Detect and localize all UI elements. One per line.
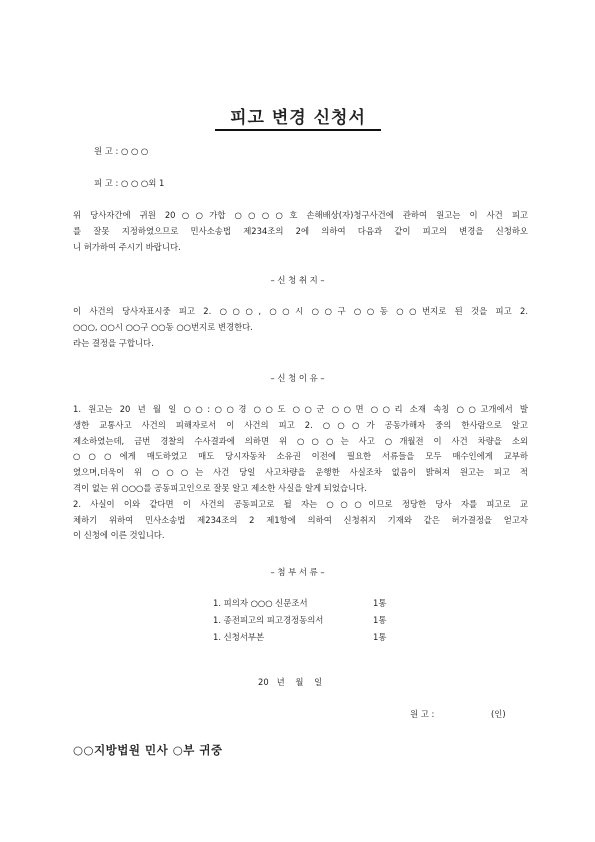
date-line: 20 년 월 일 — [258, 677, 323, 687]
reason-line: 였으며,더욱이 위 ○○○는 사건 당일 사고차량을 운행한 사실조차 없음이 밝혀져 원고는 피고 적 — [73, 467, 528, 478]
attachment-name: 1. 피의자 ○○○ 신문조서 — [213, 598, 308, 608]
purpose-line: 라는 결정을 구합니다. — [73, 337, 154, 348]
reason-line: 제소하였는데, 금번 경찰의 수사결과에 의하면 위 ○○○는 사고 ○개월전 이 사건 차량을 소외 — [73, 435, 528, 446]
purpose-paragraph — [73, 304, 528, 351]
attachment-name: 1. 신청서부본 — [213, 632, 265, 642]
seal-label: (인) — [491, 709, 506, 719]
signature-label: 원 고 : — [410, 709, 435, 719]
attachments-heading: – 첨 부 서 류 – — [270, 567, 325, 577]
reason-line: 격이 없는 위 ○○○를 공동피고인으로 잘못 알고 제소한 사실을 알게 되었습니다. — [73, 482, 367, 493]
intro-paragraph — [73, 208, 528, 255]
reason-heading: – 신 청 이 유 – — [270, 373, 325, 383]
intro-line: 를 잘못 지정하였으므로 민사소송법 제234조의 2에 의하여 다음과 같이 피고의 변경을 신청하오 — [73, 225, 528, 236]
attachment-item — [213, 612, 386, 629]
attachment-item — [213, 595, 386, 612]
attachment-qty: 1통 — [373, 598, 387, 608]
purpose-heading: – 신 청 취 지 – — [270, 275, 325, 285]
attachments-list — [213, 595, 386, 646]
reason-line: 체하기 위하여 민사소송법 제234조의 2 제1항에 의하여 신청취지 기재와 같은 허가결정을 얻고자 — [73, 514, 528, 525]
reason-line: 2. 사실이 이와 같다면 이 사건의 공동피고로 될 자는 ○○○이므로 정당한 당사 자를 피고로 교 — [73, 498, 528, 509]
reason-line: ○○○에게 매도하였고 매도 당시자동차 소유권 이전에 필요한 서류들을 모두 매수인에게 교부하 — [73, 451, 528, 462]
defendant-line: 피 고 : ○ ○ ○외 1 — [94, 178, 165, 188]
attachment-name: 1. 종전피고의 피고경정동의서 — [213, 615, 324, 625]
attachment-item — [213, 629, 386, 646]
reason-line: 이 신청에 이른 것입니다. — [73, 530, 165, 541]
page-title: 피고 변경 신청서 — [215, 103, 381, 131]
reason-line: 1. 원고는 20 년 월 일 ○○:○○경 ○○도 ○○군 ○○면 ○○리 소재 속칭 ○○고개에서 발 — [73, 404, 528, 414]
reason-paragraph — [73, 402, 528, 544]
intro-line: 위 당사자간에 귀원 20○○가합 ○○○○호 손해배상(자)청구사건에 관하여 원고는 이 사건 피고 — [73, 210, 528, 220]
attachment-qty: 1통 — [373, 615, 387, 625]
plaintiff-line: 원 고 : ○ ○ ○ — [94, 146, 149, 156]
purpose-line: 이 사건의 당사자표시중 피고 2. ○○○, ○○시 ○○구 ○○동 ○○번지로 된 것을 피고 2. — [73, 306, 528, 316]
attachment-qty: 1통 — [373, 632, 387, 642]
court-addressee: ○○지방법원 민사 ○부 귀중 — [73, 743, 223, 757]
reason-line: 생한 교통사고 사건의 피해자로서 이 사건의 피고 2. ○○○가 공동가해자 중의 한사람으로 알고 — [73, 419, 528, 430]
intro-line: 니 허가하여 주시기 바랍니다. — [73, 241, 181, 252]
purpose-line: ○○○, ○○시 ○○구 ○○동 ○○번지로 변경한다. — [73, 321, 253, 332]
